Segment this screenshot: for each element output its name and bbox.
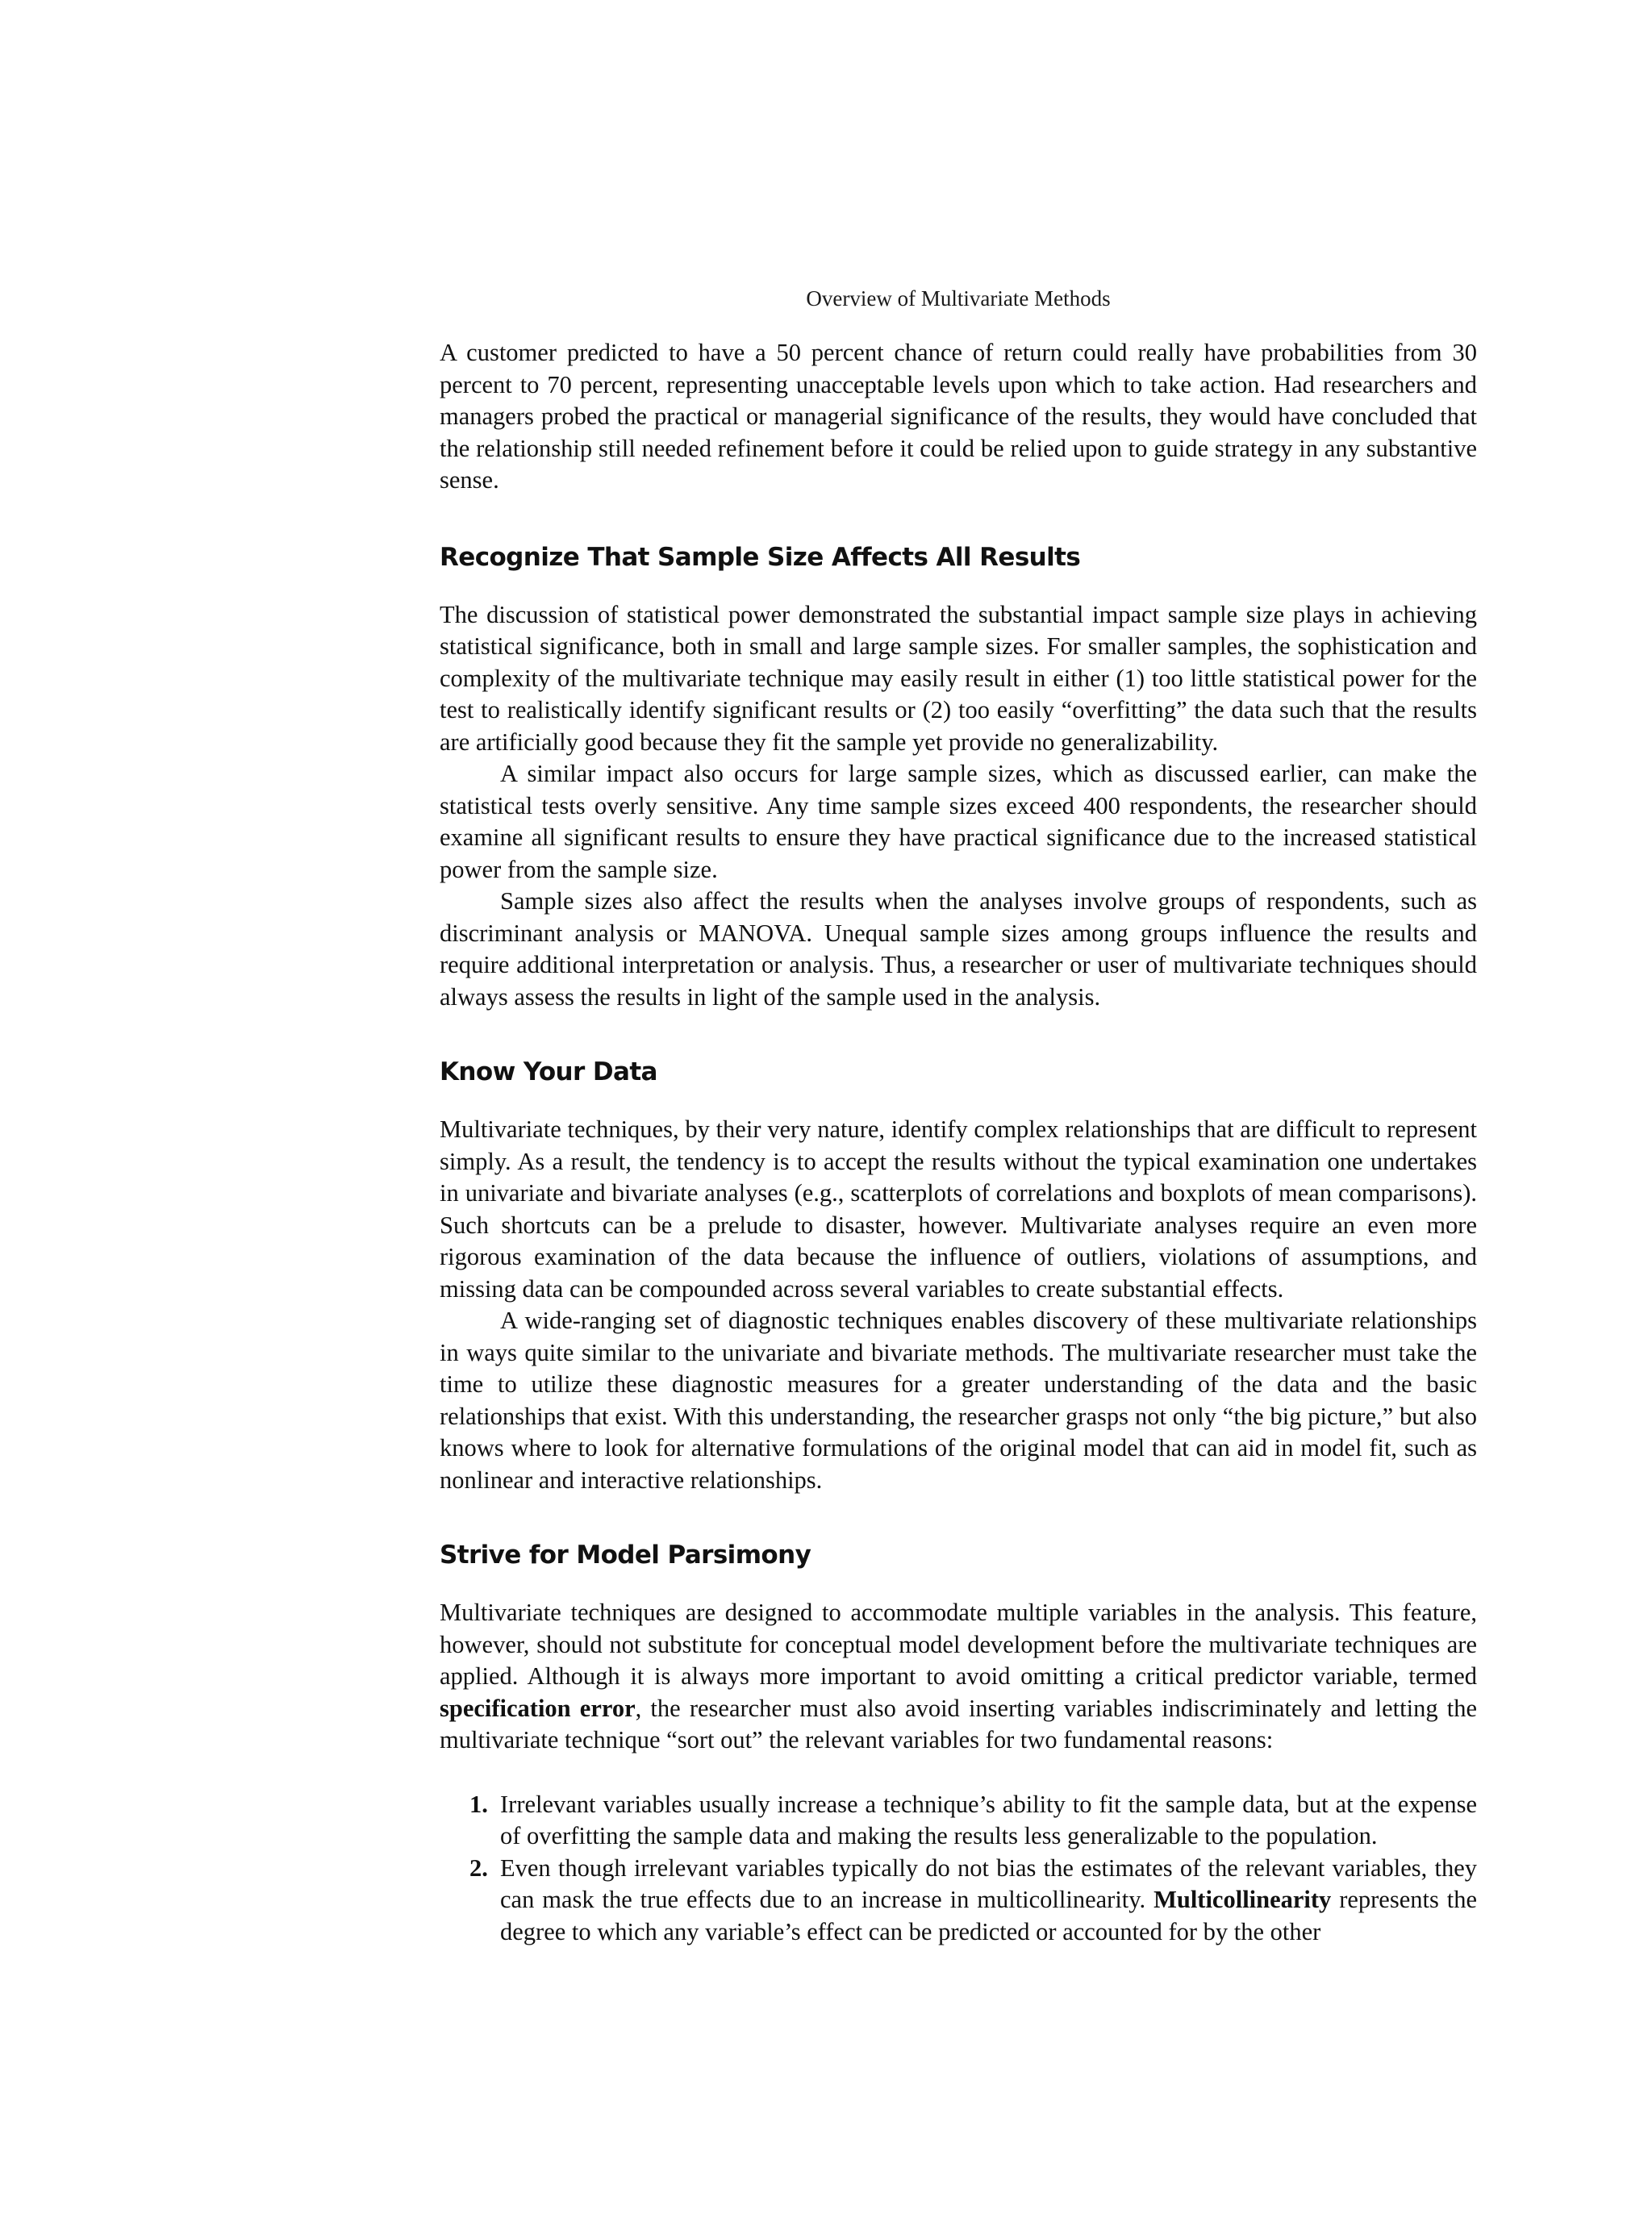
paragraph-text: , the researcher must also avoid inserting variables indiscriminately and letting the multivariate technique “sort out” the relevant variables for two fundamental reasons:: [440, 1694, 1477, 1753]
list-number: 1.: [469, 1790, 488, 1818]
section-heading-know-your-data: Know Your Data: [440, 1057, 657, 1086]
list-item-text-part: represents the degree to which any variable’s effect can be predicted or accounted for by the other: [500, 1886, 1478, 1945]
term-specification-error: specification error: [440, 1694, 636, 1722]
paragraph-diagnostic-techniques: A wide-ranging set of diagnostic techniques enables discovery of these multivariate relationships in ways quite similar to the univariate and bivariate methods. The multivariate researcher must take the time to utilize these diagnostic measures for a greater understanding of the data and the basic relationships that exist. With this understanding, the researcher grasps not only “the big picture,” but also knows where to look for alternative formulations of the original model that can aid in model fit, such as nonlinear and interactive relationships.: [440, 1307, 1477, 1494]
term-multicollinearity: Multicollinearity: [1153, 1886, 1332, 1913]
section-heading-sample-size: Recognize That Sample Size Affects All Results: [440, 542, 1081, 572]
paragraph-group-samples: Sample sizes also affect the results when the analyses involve groups of respondents, such as discriminant analysis or MANOVA. Unequal sample sizes among groups influence the results and require additional interpretation or analysis. Thus, a researcher or user of multivariate techniques should always assess the results in light of the sample used in the analysis.: [440, 887, 1477, 1011]
paragraph-large-samples: A similar impact also occurs for large sample sizes, which as discussed earlier, can make the statistical tests overly sensitive. Any time sample sizes exceed 400 respondents, the researcher should examine all significant results to ensure they have practical significance due to the increased statistical power from the sample size.: [440, 760, 1477, 883]
paragraph-complex-relationships: Multivariate techniques, by their very nature, identify complex relationships that are difficult to represent simply. As a result, the tendency is to accept the results without the typical examination one undertakes in univariate and bivariate analyses (e.g., scatterplots of correlations and boxplots of mean comparisons). Such shortcuts can be a prelude to disaster, however. Multivariate analyses require an even more rigorous examination of the data because the influence of outliers, violations of assumptions, and missing data can be compounded across several variables to create substantial effects.: [440, 1115, 1477, 1303]
paragraph-model-development: [440, 1597, 1477, 1757]
list-item: [440, 1853, 1477, 1949]
paragraph-statistical-power: The discussion of statistical power demonstrated the substantial impact sample size plays in achieving statistical significance, both in small and large sample sizes. For smaller samples, the sophistication and complexity of the multivariate technique may easily result in either (1) too little statistical power for the test to realistically identify significant results or (2) too easily “overfitting” the data such that the results are artificially good because they fit the sample yet provide no generalizability.: [440, 600, 1477, 756]
text-column: [440, 337, 1477, 1948]
running-head: Overview of Multivariate Methods: [806, 286, 1111, 311]
reasons-list: [440, 1789, 1477, 1949]
list-item: [440, 1789, 1477, 1853]
list-item-text-part: Even though irrelevant variables typically do not bias the estimates of the relevant variables, they can mask the true effects due to an increase in multicollinearity.: [500, 1853, 1477, 1913]
intro-paragraph: A customer predicted to have a 50 percent chance of return could really have probabilities from 30 percent to 70 percent, representing unacceptable levels upon which to take action. Had researchers and managers probed the practical or managerial significance of the results, they would have concluded that the relationship still needed refinement before it could be relied upon to guide strategy in any substantive sense.: [440, 339, 1477, 494]
paragraph-text: Multivariate techniques are designed to accommodate multiple variables in the analysis. This feature, however, should not substitute for conceptual model development before the multivariate techniques are applied. Although it is always more important to avoid omitting a critical predictor variable, termed: [440, 1599, 1477, 1690]
list-item-text: [500, 1853, 1477, 1949]
section-heading-model-parsimony: Strive for Model Parsimony: [440, 1541, 811, 1570]
list-number: 2.: [469, 1853, 488, 1882]
list-item-text: Irrelevant variables usually increase a technique’s ability to fit the sample data, but at the expense of overfitting the sample data and making the results less generalizable to the population.: [500, 1790, 1477, 1849]
